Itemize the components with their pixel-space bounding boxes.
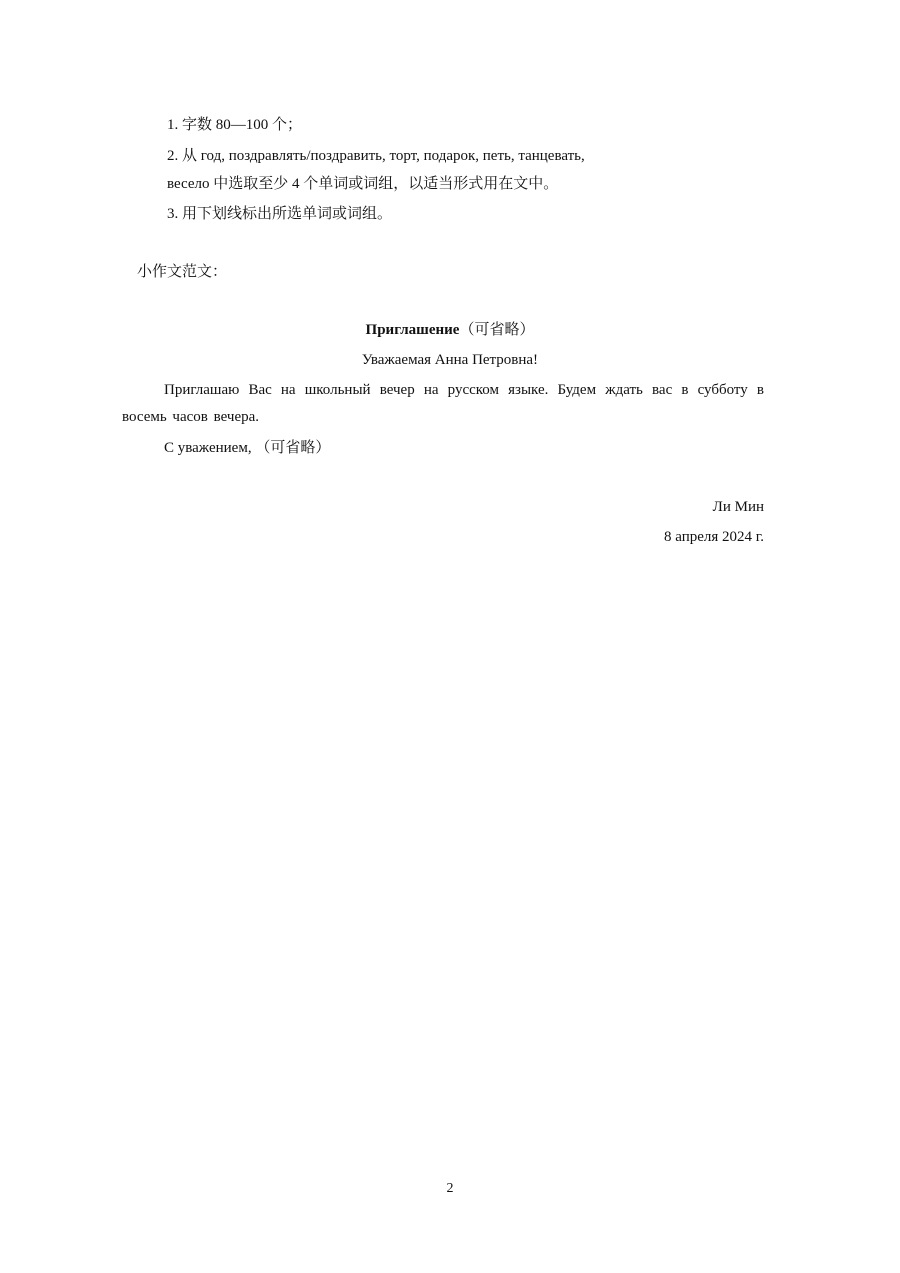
page-number: 2 [446, 1181, 454, 1196]
letter-title-note: （可省略） [459, 322, 535, 338]
requirement-item-2-line-1: 2. 从 год, поздравлять/поздравить, торт, подарок, петь, танцевать, [167, 148, 585, 164]
letter-title-row [0, 320, 900, 340]
requirement-item-1: 1. 字数 80—100 个； [167, 117, 303, 133]
letter-closing: С уважением, （可省略） [164, 440, 331, 456]
letter-date: 8 апреля 2024 г. [664, 529, 764, 545]
letter-body: Приглашаю Вас на школьный вечер на русском языке. Будем ждать вас в субботу в восемь часов вечера. [122, 382, 764, 425]
requirement-item-3: 3. 用下划线标出所选单词或词组。 [167, 206, 393, 222]
sample-heading: 小作文范文： [137, 264, 228, 280]
letter-title: Приглашение [365, 322, 460, 338]
letter-signature: Ли Мин [712, 499, 764, 515]
requirement-item-2-line-2: весело 中选取至少 4 个单词或词组，以适当形式用在文中。 [167, 176, 559, 192]
letter-salutation: Уважаемая Анна Петровна! [361, 352, 539, 368]
